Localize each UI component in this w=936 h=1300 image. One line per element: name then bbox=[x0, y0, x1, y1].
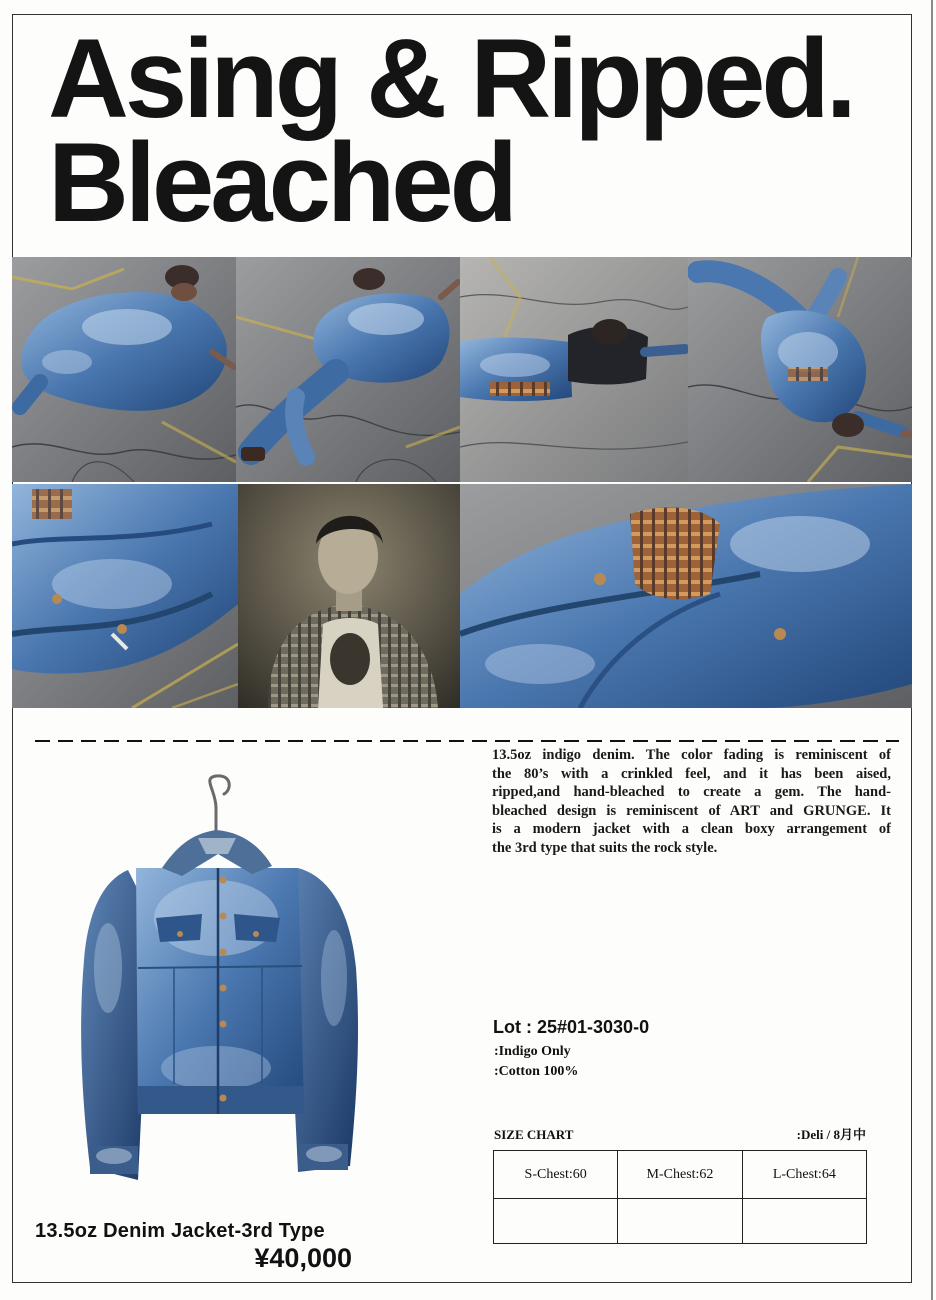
description-line: ripped,and hand-bleached to create a gem. The hand- bbox=[492, 784, 891, 800]
page-edge-line bbox=[931, 0, 933, 1300]
size-l-cell: L-Chest:64 bbox=[742, 1151, 866, 1199]
product-price: ¥40,000 bbox=[254, 1243, 352, 1273]
photo-2-image bbox=[236, 257, 460, 482]
photo-3-image bbox=[460, 257, 688, 482]
empty-cell bbox=[618, 1199, 742, 1244]
product-specs bbox=[494, 1042, 578, 1081]
size-chart-header bbox=[494, 1127, 866, 1143]
jacket-body bbox=[136, 868, 304, 1114]
photo-jacket-closeup-2 bbox=[460, 484, 912, 708]
delivery-info: :Deli / 8月中 bbox=[796, 1127, 866, 1142]
spec-material: :Cotton 100% bbox=[494, 1063, 579, 1079]
size-chart-label: SIZE CHART bbox=[494, 1127, 574, 1142]
empty-cell bbox=[742, 1199, 866, 1244]
description-line: the 3rd type that suits the rock style. bbox=[492, 839, 718, 856]
product-description bbox=[492, 746, 891, 857]
spec-color: :Indigo Only bbox=[494, 1044, 571, 1059]
dashed-divider bbox=[35, 740, 899, 742]
jacket-product-image bbox=[66, 768, 366, 1198]
photo-7-image bbox=[460, 484, 912, 708]
description-line: the 80’s with a crinkled feel, and it has been aised, bbox=[492, 765, 891, 782]
title-line-1: Asing & Ripped. bbox=[48, 16, 853, 141]
hanger bbox=[210, 776, 229, 832]
photo-1-image bbox=[12, 257, 236, 482]
beanie-hat bbox=[353, 268, 385, 290]
size-chart-table bbox=[493, 1150, 867, 1244]
photo-6-image bbox=[238, 484, 460, 708]
empty-cell bbox=[494, 1199, 618, 1244]
description-line: is a modern jacket with a clean boxy arrangement of bbox=[492, 821, 891, 837]
photo-model-portrait bbox=[238, 484, 460, 708]
photo-5-image bbox=[12, 484, 238, 708]
table-row bbox=[494, 1199, 867, 1244]
product-name: 13.5oz Denim Jacket-3rd Type bbox=[35, 1220, 325, 1242]
description-line: 13.5oz indigo denim. The color fading is reminiscent of bbox=[492, 747, 891, 763]
lot-number: Lot : 25#01-3030-0 bbox=[493, 1017, 650, 1037]
size-s-cell: S-Chest:60 bbox=[494, 1151, 618, 1199]
size-m-cell: M-Chest:62 bbox=[618, 1151, 742, 1199]
title-line-2: Bleached bbox=[48, 120, 514, 245]
description-line: bleached design is reminiscent of ART and GRUNGE. It bbox=[492, 802, 891, 819]
photo-model-lying-1 bbox=[12, 257, 236, 482]
table-row bbox=[494, 1151, 867, 1199]
photo-model-crouching bbox=[236, 257, 460, 482]
photo-model-lying-2 bbox=[460, 257, 688, 482]
beanie-hat bbox=[832, 413, 864, 437]
beanie-hat bbox=[592, 319, 628, 345]
photo-4-image bbox=[688, 257, 912, 482]
photo-jacket-closeup-1 bbox=[12, 484, 238, 708]
photo-model-sprawled bbox=[688, 257, 912, 482]
